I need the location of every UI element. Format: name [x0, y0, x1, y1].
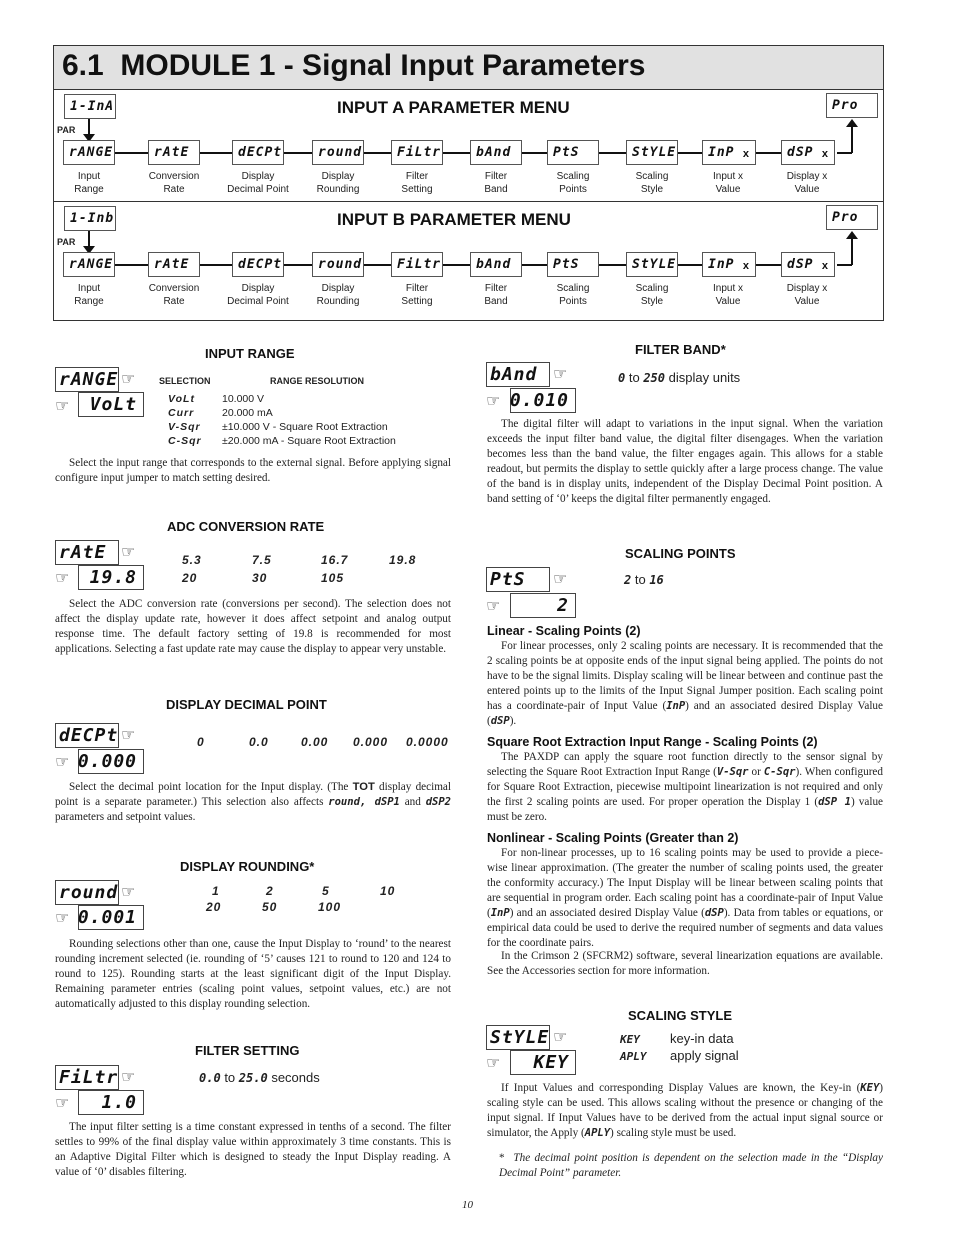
flow-line: [756, 152, 781, 154]
caption-line1: Input x: [712, 171, 744, 182]
index-x: x: [821, 260, 829, 272]
advance-key-icon: ☞: [121, 542, 136, 561]
caption-line1: Input: [77, 283, 101, 294]
menu-caption: [613, 282, 691, 308]
caption-line1: Input: [77, 171, 101, 182]
flow-line: [522, 264, 547, 266]
decpt-param-display: dECPt: [55, 723, 119, 748]
menu-caption: [534, 282, 612, 308]
caption-line1: Display x: [786, 283, 828, 294]
rounding-option: 100: [318, 900, 342, 914]
style-option-apply: APLY apply signal: [620, 1048, 739, 1063]
caption-line2: Rounding: [316, 184, 360, 195]
caption-line2: Band: [484, 296, 508, 307]
decimal-point-text: Select the decimal point location for the Input display. (The TOT display decimal point is a separate parameter.) This selection also affects round, dSP1 and dSP2 parameters and setpoint values.: [55, 781, 451, 823]
menu-item-code: InP: [708, 145, 735, 160]
caption-line2: Points: [559, 296, 587, 307]
menu-item-code: StYLE: [632, 257, 677, 272]
caption-line2: Range: [74, 184, 104, 195]
flow-line: [364, 152, 391, 154]
advance-key-icon: ☞: [121, 725, 136, 744]
menu-item-inp[interactable]: [702, 252, 756, 277]
menu-item-decpt[interactable]: [232, 252, 284, 277]
advance-key-icon: ☞: [121, 369, 136, 388]
rounding-option: 10: [380, 884, 396, 898]
flow-arrowhead: [846, 231, 858, 239]
select-key-icon: ☞: [486, 391, 501, 410]
caption-line2: Range: [74, 296, 104, 307]
flow-line: [599, 264, 626, 266]
decpt-value-display: 0.000: [78, 749, 144, 774]
flow-line: [284, 152, 312, 154]
nonlinear-heading: Nonlinear - Scaling Points (Greater than 2): [487, 831, 739, 845]
flow-line: [678, 152, 702, 154]
flow-line: [837, 152, 852, 154]
rate-option: 20: [182, 571, 198, 585]
resolution-col-header: RANGE RESOLUTION: [270, 376, 365, 386]
caption-line1: Filter: [405, 283, 429, 294]
caption-line1: Display: [321, 283, 355, 294]
menu-caption: [219, 282, 297, 308]
decimal-option: 0: [197, 735, 205, 749]
pro-display: Pro: [826, 93, 878, 118]
caption-line1: Display: [241, 283, 275, 294]
caption-line1: Display: [241, 171, 275, 182]
flow-line: [851, 236, 853, 265]
caption-line1: Scaling: [635, 171, 669, 182]
style-option-keyin: KEY key-in data: [620, 1031, 734, 1046]
caption-line1: Filter: [405, 171, 429, 182]
menu-item-rate[interactable]: [148, 140, 200, 165]
flow-line: [837, 264, 852, 266]
menu-item-code: PtS: [553, 257, 580, 272]
scaling-style-text: If Input Values and corresponding Display Values are known, the Key-in (KEY) scaling style can be used. This allows scaling without the presence or changing of the input signal. If Input Values have to be derived from the actual input signal source or simulator, the Apply (APLY) scaling style must be used.: [487, 1082, 883, 1139]
advance-key-icon: ☞: [121, 1067, 136, 1086]
sqrt-heading: Square Root Extraction Input Range - Scaling Points (2): [487, 735, 818, 749]
select-key-icon: ☞: [55, 568, 70, 587]
filter-value-display: 1.0: [78, 1090, 144, 1115]
menu-item-style[interactable]: [626, 140, 678, 165]
caption-line1: Display x: [786, 171, 828, 182]
menu-item-band[interactable]: [470, 140, 522, 165]
caption-line1: Conversion: [148, 283, 200, 294]
flow-line: [115, 152, 148, 154]
flow-line: [443, 152, 470, 154]
menu-caption: [135, 282, 213, 308]
caption-line2: Points: [559, 184, 587, 195]
caption-line2: Rate: [163, 296, 185, 307]
rate-option: 16.7: [321, 553, 349, 567]
range-option-resolution: 10.000 V: [222, 393, 265, 405]
menu-item-pts[interactable]: [547, 140, 599, 165]
caption-line2: Value: [715, 296, 741, 307]
select-key-icon: ☞: [55, 396, 70, 415]
menu-entry-display: 1-Inb: [64, 206, 116, 231]
caption-line2: Rate: [163, 184, 185, 195]
flow-line: [443, 264, 470, 266]
caption-line2: Value: [715, 184, 741, 195]
range-option-resolution: ±10.000 V - Square Root Extraction: [222, 421, 388, 433]
menu-item-code: rANGE: [69, 257, 114, 272]
flow-line: [200, 152, 232, 154]
rate-param-display: rAtE: [55, 540, 119, 565]
caption-line2: Value: [794, 184, 820, 195]
menu-caption: [534, 170, 612, 196]
caption-line2: Band: [484, 184, 508, 195]
rounding-option: 1: [212, 884, 220, 898]
menu-caption: [613, 170, 691, 196]
menu-item-dsp[interactable]: [781, 140, 835, 165]
rounding-option: 50: [262, 900, 278, 914]
menu-item-dsp[interactable]: [781, 252, 835, 277]
section-number: 6.1: [62, 49, 104, 82]
band-range: 0 to 250 display units: [618, 370, 741, 385]
menu-entry-display: 1-InA: [64, 94, 116, 119]
menu-item-code: rAtE: [154, 257, 190, 272]
caption-line1: Input x: [712, 283, 744, 294]
input-range-heading: INPUT RANGE: [205, 346, 295, 361]
flow-line: [115, 264, 148, 266]
menu-item-code: dECPt: [238, 145, 283, 160]
menu-caption: [219, 170, 297, 196]
style-param-display: StYLE: [486, 1025, 550, 1050]
section-title: [62, 49, 646, 83]
flow-line: [200, 264, 232, 266]
decimal-option: 0.00: [301, 735, 329, 749]
range-param-display: rANGE: [55, 367, 119, 392]
round-param-display: round: [55, 880, 119, 905]
menu-caption: [457, 170, 535, 196]
menu-item-code: rANGE: [69, 145, 114, 160]
section-title-box: [53, 45, 884, 90]
pts-value-display: 2: [510, 593, 576, 618]
advance-key-icon: ☞: [553, 1027, 568, 1046]
caption-line2: Style: [640, 296, 664, 307]
range-option-resolution: 20.000 mA: [222, 407, 273, 419]
linear-text: For linear processes, only 2 scaling points are necessary. It is recommended that the 2 scaling points be at opposite ends of the input signal being applied. The points do not have to be the signal limits. Display scaling will be linear between and continue past the entered points up to the limits of the Input Signal Jumper position. Each scaling point has a coordinate-pair of Input Value (InP) and an associated desired Display Value (dSP).: [487, 640, 883, 727]
section-title-text: MODULE 1 - Signal Input Parameters: [120, 49, 646, 82]
decimal-option: 0.0000: [406, 735, 449, 749]
index-x: x: [821, 148, 829, 160]
menu-item-inp[interactable]: [702, 140, 756, 165]
rounding-text: Rounding selections other than one, cause the Input Display to ‘round’ to the nearest rounding increment selected (ie. rounding of ‘5’ causes 121 to round to 120 and 124 to round to 125). Rounding starts at the least significant digit of the Input Display. Remaining parameter entries (scaling point values, setpoint values, etc.) are not automatically adjusted to this display rounding selection.: [55, 938, 451, 1010]
caption-line1: Scaling: [556, 171, 590, 182]
adc-rate-text: Select the ADC conversion rate (conversions per second). The selection does not affect the display update rate, however it does affect setpoint and analog output response time. The default factory setting of 19.8 is recommended for most applications. Selecting a fast update rate may cause the display to appear very unstable.: [55, 598, 451, 655]
menu-item-code: FiLtr: [397, 145, 442, 160]
range-option-resolution: ±20.000 mA - Square Root Extraction: [222, 435, 396, 447]
decimal-option: 0.0: [249, 735, 269, 749]
index-x: x: [742, 148, 750, 160]
flow-line: [284, 264, 312, 266]
range-option-code: V-Sqr: [168, 421, 201, 433]
flow-line: [599, 152, 626, 154]
crimson-text: In the Crimson 2 (SFCRM2) software, several linearization equations are available. See the Accessories section for more information.: [487, 950, 883, 977]
menu-item-round[interactable]: [312, 140, 364, 165]
scaling-points-heading: SCALING POINTS: [625, 546, 736, 561]
menu-item-code: dSP: [787, 257, 814, 272]
band-value-display: 0.010: [510, 388, 576, 413]
menu-caption: [50, 282, 128, 308]
menu-caption: [378, 282, 456, 308]
menu-caption: [378, 170, 456, 196]
pts-range: 2 to 16: [624, 572, 664, 587]
caption-line1: Filter: [484, 171, 508, 182]
range-option-code: VoLt: [168, 393, 195, 405]
pts-param-display: PtS: [486, 567, 550, 592]
style-value-display: KEY: [510, 1050, 576, 1075]
scaling-style-heading: SCALING STYLE: [628, 1008, 733, 1023]
menu-title: INPUT B PARAMETER MENU: [337, 210, 571, 229]
filter-band-heading: FILTER BAND*: [635, 342, 726, 357]
menu-item-code: StYLE: [632, 145, 677, 160]
flow-line: [522, 152, 547, 154]
menu-caption: [299, 282, 377, 308]
menu-item-pts[interactable]: [547, 252, 599, 277]
rate-option: 19.8: [389, 553, 417, 567]
range-value-display: VoLt: [78, 392, 144, 417]
menu-caption: [457, 282, 535, 308]
footnote: * The decimal point position is dependent on the selection made in the “Display Decimal Point” parameter.: [499, 1152, 883, 1179]
menu-item-range[interactable]: [63, 252, 115, 277]
rounding-heading: DISPLAY ROUNDING*: [180, 859, 315, 874]
input-a-menu: [53, 89, 884, 202]
menu-caption: [768, 170, 846, 196]
caption-line2: Style: [640, 184, 664, 195]
caption-line2: Setting: [401, 296, 433, 307]
caption-line2: Value: [794, 296, 820, 307]
rate-option: 30: [252, 571, 268, 585]
input-b-menu: [53, 201, 884, 321]
band-param-display: bAnd: [486, 362, 550, 387]
select-key-icon: ☞: [486, 596, 501, 615]
caption-line1: Display: [321, 171, 355, 182]
range-option-code: Curr: [168, 407, 195, 419]
caption-line2: Decimal Point: [227, 184, 289, 195]
flow-line: [678, 264, 702, 266]
rate-option: 7.5: [252, 553, 272, 567]
caption-line2: Rounding: [316, 296, 360, 307]
menu-item-code: dECPt: [238, 257, 283, 272]
flow-line: [756, 264, 781, 266]
filter-param-display: FiLtr: [55, 1065, 119, 1090]
menu-item-code: round: [318, 145, 363, 160]
caption-line1: Filter: [484, 283, 508, 294]
menu-item-style[interactable]: [626, 252, 678, 277]
menu-item-code: FiLtr: [397, 257, 442, 272]
range-option-code: C-Sqr: [168, 435, 202, 447]
advance-key-icon: ☞: [553, 364, 568, 383]
select-key-icon: ☞: [55, 1093, 70, 1112]
sqrt-text: The PAXDP can apply the square root function directly to the sensor signal by selecting the Square Root Extraction Input Range (V-Sqr or C-Sqr). When configured for Square Root Extraction, piecewise multipoint linearization is not required and only the first 2 scaling points are used. For proper operation the Display 1 (dSP 1) value must be zero.: [487, 751, 883, 823]
select-key-icon: ☞: [486, 1053, 501, 1072]
filter-band-text: The digital filter will adapt to variations in the input signal. When the variation exceeds the input filter band value, the digital filter disengages. When the variation becomes less than the band value, the filter engages again. This allows for a stable readout, but permits the display to settle quickly after a large process change. The value of the band is in display units, independent of the Display Decimal Point position. A band setting of ‘0’ keeps the digital filter permanently engaged.: [487, 418, 883, 505]
caption-line2: Decimal Point: [227, 296, 289, 307]
adc-rate-heading: ADC CONVERSION RATE: [167, 519, 325, 534]
rate-option: 5.3: [182, 553, 202, 567]
menu-item-code: InP: [708, 257, 735, 272]
flow-arrowhead: [846, 119, 858, 127]
select-key-icon: ☞: [55, 752, 70, 771]
rounding-option: 5: [322, 884, 330, 898]
decimal-point-heading: DISPLAY DECIMAL POINT: [166, 697, 327, 712]
decimal-option: 0.000: [353, 735, 389, 749]
menu-item-filtr[interactable]: [391, 140, 443, 165]
menu-item-band[interactable]: [470, 252, 522, 277]
par-key-label: PAR: [57, 125, 76, 135]
selection-col-header: SELECTION: [159, 376, 211, 386]
menu-item-code: bAnd: [476, 145, 512, 160]
filter-setting-text: The input filter setting is a time constant expressed in tenths of a second. The filter settles to 99% of the final display value within approximately 3 time constants. This is an Adaptive Digital Filter which is designed to steady the Input Display reading. A value of ‘0’ disables filtering.: [55, 1121, 451, 1178]
index-x: x: [742, 260, 750, 272]
advance-key-icon: ☞: [121, 882, 136, 901]
menu-caption: [689, 170, 767, 196]
menu-item-code: PtS: [553, 145, 580, 160]
caption-line1: Scaling: [556, 283, 590, 294]
menu-caption: [689, 282, 767, 308]
par-key-label: PAR: [57, 237, 76, 247]
rounding-option: 2: [266, 884, 274, 898]
round-value-display: 0.001: [78, 905, 144, 930]
menu-item-code: rAtE: [154, 145, 190, 160]
pro-display: Pro: [826, 205, 878, 230]
input-range-text: Select the input range that corresponds to the external signal. Before applying signal configure input jumper to match setting desired.: [55, 457, 451, 484]
linear-heading: Linear - Scaling Points (2): [487, 624, 641, 638]
menu-caption: [299, 170, 377, 196]
menu-item-rate[interactable]: [148, 252, 200, 277]
menu-item-decpt[interactable]: [232, 140, 284, 165]
menu-caption: [135, 170, 213, 196]
menu-item-filtr[interactable]: [391, 252, 443, 277]
flow-line: [851, 124, 853, 153]
caption-line2: Setting: [401, 184, 433, 195]
select-key-icon: ☞: [55, 908, 70, 927]
menu-item-round[interactable]: [312, 252, 364, 277]
menu-caption: [768, 282, 846, 308]
caption-line1: Scaling: [635, 283, 669, 294]
caption-line1: Conversion: [148, 171, 200, 182]
filter-range: 0.0 to 25.0 seconds: [199, 1070, 320, 1085]
rate-value-display: 19.8: [78, 565, 144, 590]
menu-caption: [50, 170, 128, 196]
menu-item-code: dSP: [787, 145, 814, 160]
page-number: 10: [462, 1199, 473, 1211]
filter-setting-heading: FILTER SETTING: [195, 1043, 300, 1058]
menu-item-code: bAnd: [476, 257, 512, 272]
rounding-option: 20: [206, 900, 222, 914]
flow-line: [364, 264, 391, 266]
menu-item-range[interactable]: [63, 140, 115, 165]
rate-option: 105: [321, 571, 345, 585]
menu-item-code: round: [318, 257, 363, 272]
nonlinear-text: For non-linear processes, up to 16 scaling points may be used to provide a piece-wise linear approximation. (The greater the number of scaling points used, the greater the conformity accuracy.) The Input Display will be linear between scaling points that are sequential in program order. Each scaling point has a coordinate-pair of Input Value (InP) and an associated desired Display Value (dSP). Data from tables or equations, or empirical data could be used to derive the required number of segments and data values for the coordinate pairs.: [487, 847, 883, 949]
menu-title: INPUT A PARAMETER MENU: [337, 98, 570, 117]
advance-key-icon: ☞: [553, 569, 568, 588]
